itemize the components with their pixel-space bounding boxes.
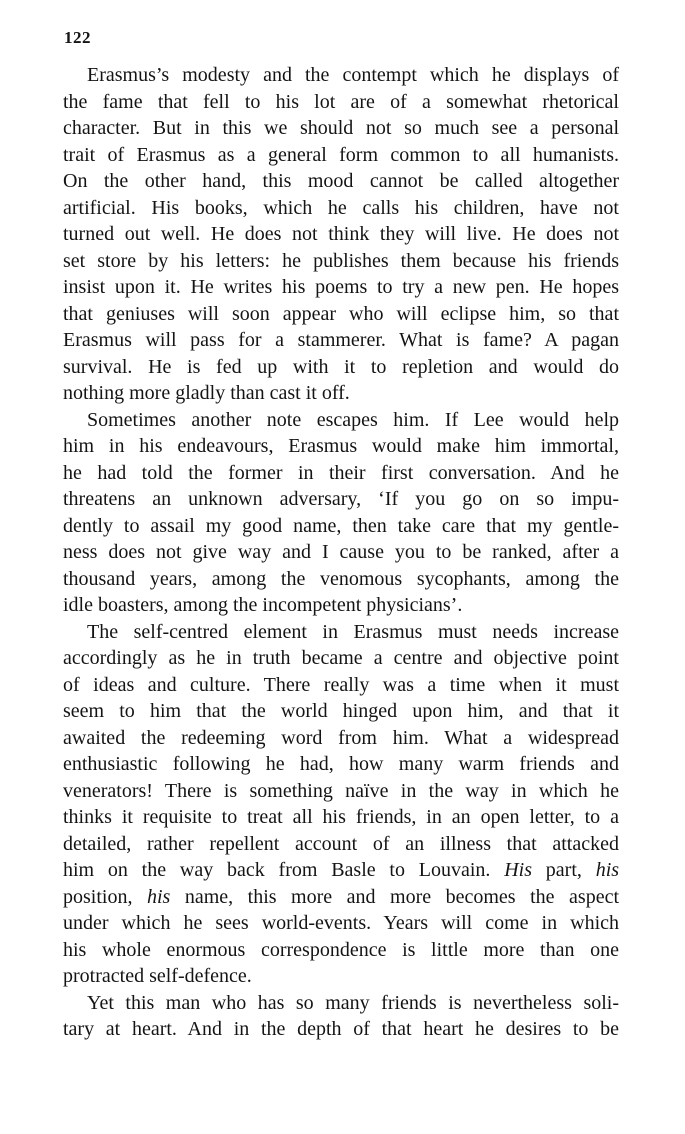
text-line: Erasmus will pass for a stammerer. What is fame? A pagan — [63, 329, 619, 351]
text-line: seem to him that the world hinged upon him, and that it — [63, 700, 619, 722]
text-run: part, — [532, 859, 596, 881]
text-line: he had told the former in their first conversation. And he — [63, 461, 619, 484]
text-line: him in his endeavours, Erasmus would make him immortal, — [63, 435, 619, 457]
text-line: trait of Erasmus as a general form common to all humanists. — [63, 143, 619, 166]
italic-word: His — [504, 859, 533, 881]
text-line: of ideas and culture. There really was a time when it must — [63, 673, 619, 696]
text-line: dently to assail my good name, then take care that my gentle- — [63, 514, 619, 537]
body-text — [63, 62, 619, 1043]
text-line-mixed — [63, 857, 619, 884]
italic-word: his — [595, 859, 620, 881]
text-line: threatens an unknown adversary, ‘If you go on so impu- — [63, 488, 619, 510]
text-line: ness does not give way and I cause you to be ranked, after a — [63, 541, 619, 563]
text-line: enthusiastic following he had, how many warm friends and — [63, 753, 619, 775]
text-line: The self-centred element in Erasmus must needs increase — [87, 620, 619, 643]
text-line: detailed, rather repellent account of an illness that attacked — [63, 832, 619, 855]
text-line: Sometimes another note escapes him. If Lee would help — [87, 408, 619, 431]
text-line: protracted self-defence. — [63, 965, 252, 987]
text-line: under which he sees world-events. Years will come in which — [63, 912, 619, 934]
text-run: him on the way back from Basle to Louvain. — [63, 859, 491, 881]
text-line: venerators! There is something naïve in the way in which he — [63, 779, 619, 802]
text-line: tary at heart. And in the depth of that heart he desires to be — [63, 1018, 619, 1040]
italic-word: his — [146, 885, 171, 908]
text-run: position, — [63, 885, 133, 908]
text-line: his whole enormous correspondence is little more than one — [63, 938, 619, 961]
text-line: Erasmus’s modesty and the contempt which he displays of — [87, 64, 619, 86]
text-line-mixed — [63, 884, 619, 911]
page-number: 122 — [64, 28, 91, 47]
text-line: turned out well. He does not think they will live. He does not — [63, 223, 619, 245]
text-line: thinks it requisite to treat all his friends, in an open letter, to a — [63, 806, 619, 828]
text-line: the fame that fell to his lot are of a somewhat rhetorical — [63, 90, 619, 113]
text-line: that geniuses will soon appear who will eclipse him, so that — [63, 302, 619, 325]
text-line: On the other hand, this mood cannot be called altogether — [63, 170, 619, 192]
text-line: awaited the redeeming word from him. What a widespread — [63, 726, 619, 749]
text-line: Yet this man who has so many friends is nevertheless soli- — [87, 991, 619, 1014]
text-line: idle boasters, among the incompetent physicians’. — [63, 594, 463, 616]
text-line: artificial. His books, which he calls his children, have not — [63, 196, 619, 219]
text-line: insist upon it. He writes his poems to try a new pen. He hopes — [63, 276, 619, 298]
text-line: character. But in this we should not so much see a personal — [63, 117, 619, 139]
text-line: survival. He is fed up with it to repletion and would do — [63, 355, 619, 378]
text-line: nothing more gladly than cast it off. — [63, 382, 350, 404]
text-line: accordingly as he in truth became a centre and objective point — [63, 647, 619, 669]
text-line: set store by his letters: he publishes them because his friends — [63, 249, 619, 272]
text-run: name, this more and more becomes the aspect — [170, 885, 620, 908]
text-line: thousand years, among the venomous sycophants, among the — [63, 567, 619, 590]
